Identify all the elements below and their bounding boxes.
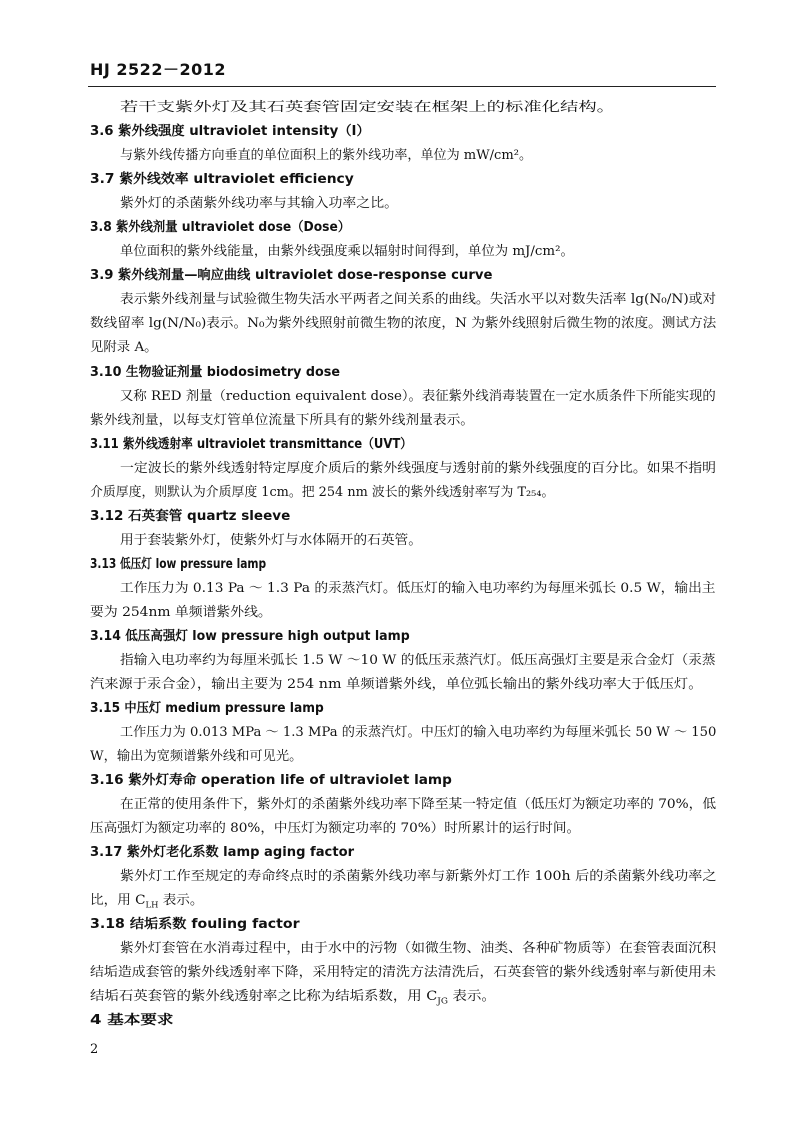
term-heading: 3.6 紫外线强度 ultraviolet intensity（I） (90, 124, 370, 139)
paragraph-line: W，输出为宽频谱紫外线和可见光。 (90, 749, 303, 764)
term-heading: 3.17 紫外灯老化系数 lamp aging factor (90, 845, 355, 860)
paragraph-line: 紫外灯套管在水消毒过程中，由于水中的污物（如微生物、油类、各种矿物质等）在套管表面沉积 (120, 941, 717, 956)
term-heading: 4 基本要求 (90, 1013, 174, 1028)
paragraph-line: 指输入电功率约为每厘米弧长 1.5 W ～10 W 的低压汞蒸汽灯。低压高强灯主要是汞合金灯（汞蒸 (120, 653, 716, 668)
term-heading: 3.9 紫外线剂量—响应曲线 ultraviolet dose-response curve (90, 268, 493, 283)
term-heading: 3.11 紫外线透射率 ultraviolet transmittance（UVT） (90, 437, 412, 452)
paragraph-line: 单位面积的紫外线能量，由紫外线强度乘以辐射时间得到，单位为 mJ/cm²。 (120, 244, 574, 259)
paragraph-line: 表示紫外线剂量与试验微生物失活水平两者之间关系的曲线。失活水平以对数失活率 lg(N₀/N)或对 (120, 292, 717, 307)
standard-code-header: HJ 2522－2012 (90, 60, 226, 79)
paragraph-line: 在正常的使用条件下，紫外灯的杀菌紫外线功率下降至某一特定值（低压灯为额定功率的 70%，低 (120, 797, 717, 812)
paragraph-line: 用于套装紫外灯，使紫外灯与水体隔开的石英管。 (120, 533, 423, 548)
paragraph-line: 紫外线剂量，以每支灯管单位流量下所具有的紫外线剂量表示。 (90, 413, 475, 428)
term-heading: 3.12 石英套管 quartz sleeve (90, 509, 291, 524)
paragraph-line: 见附录 A。 (90, 340, 158, 355)
paragraph-line: 与紫外线传播方向垂直的单位面积上的紫外线功率，单位为 mW/cm²。 (120, 148, 533, 163)
paragraph-line: 比，用 $C_{LH}$ 表示。 (90, 893, 204, 910)
paragraph-line: 数线留率 lg(N/N₀)表示。N₀为紫外线照射前微生物的浓度，N 为紫外线照射后微生物的浓度。测试方法 (90, 316, 717, 331)
paragraph-line: 压高强灯为额定功率的 80%，中压灯为额定功率的 70%）时所累计的运行时间。 (90, 821, 581, 836)
paragraph-line: 工作压力为 0.013 MPa ～ 1.3 MPa 的汞蒸汽灯。中压灯的输入电功率约为每厘米弧长 50 W ～ 150 (120, 725, 717, 740)
paragraph-line: 结垢石英套管的紫外线透射率之比称为结垢系数，用 $C_{JG}$ 表示。 (90, 989, 496, 1006)
term-heading: 3.14 低压高强灯 low pressure high output lamp (90, 629, 410, 644)
paragraph-line: 要为 254nm 单频谱紫外线。 (90, 605, 272, 620)
paragraph-line: 汽来源于汞合金），输出主要为 254 nm 单频谱紫外线，单位弧长输出的紫外线功率大于低压灯。 (90, 677, 703, 692)
page-number: 2 (90, 1042, 99, 1057)
paragraph-line: 工作压力为 0.13 Pa ～ 1.3 Pa 的汞蒸汽灯。低压灯的输入电功率约为每厘米弧长 0.5 W，输出主 (120, 581, 716, 596)
paragraph-line: 结垢造成套管的紫外线透射率下降，采用特定的清洗方法清洗后，石英套管的紫外线透射率与新使用未 (90, 965, 717, 980)
paragraph-line: 若干支紫外灯及其石英套管固定安装在框架上的标准化结构。 (120, 100, 616, 115)
term-heading: 3.13 低压灯 low pressure lamp (90, 557, 267, 572)
paragraph-line: 紫外灯工作至规定的寿命终点时的杀菌紫外线功率与新紫外灯工作 100h 后的杀菌紫外线功率之 (120, 869, 717, 884)
term-heading: 3.10 生物验证剂量 biodosimetry dose (90, 365, 341, 380)
term-heading: 3.15 中压灯 medium pressure lamp (90, 701, 324, 716)
term-heading: 3.8 紫外线剂量 ultraviolet dose（Dose） (90, 220, 351, 235)
paragraph-line: 又称 RED 剂量（reduction equivalent dose）。表征紫外线消毒装置在一定水质条件下所能实现的 (120, 389, 716, 404)
term-heading: 3.16 紫外灯寿命 operation life of ultraviolet lamp (90, 773, 452, 788)
paragraph-line: 一定波长的紫外线透射特定厚度介质后的紫外线强度与透射前的紫外线强度的百分比。如果不指明 (120, 461, 717, 476)
header-rule (88, 86, 716, 87)
paragraph-line: 介质厚度，则默认为介质厚度 1cm。把 254 nm 波长的紫外线透射率写为 T₂₅₄。 (90, 485, 555, 500)
term-heading: 3.18 结垢系数 fouling factor (90, 917, 300, 932)
paragraph-line: 紫外灯的杀菌紫外线功率与其输入功率之比。 (120, 196, 399, 211)
term-heading: 3.7 紫外线效率 ultraviolet efficiency (90, 172, 354, 187)
